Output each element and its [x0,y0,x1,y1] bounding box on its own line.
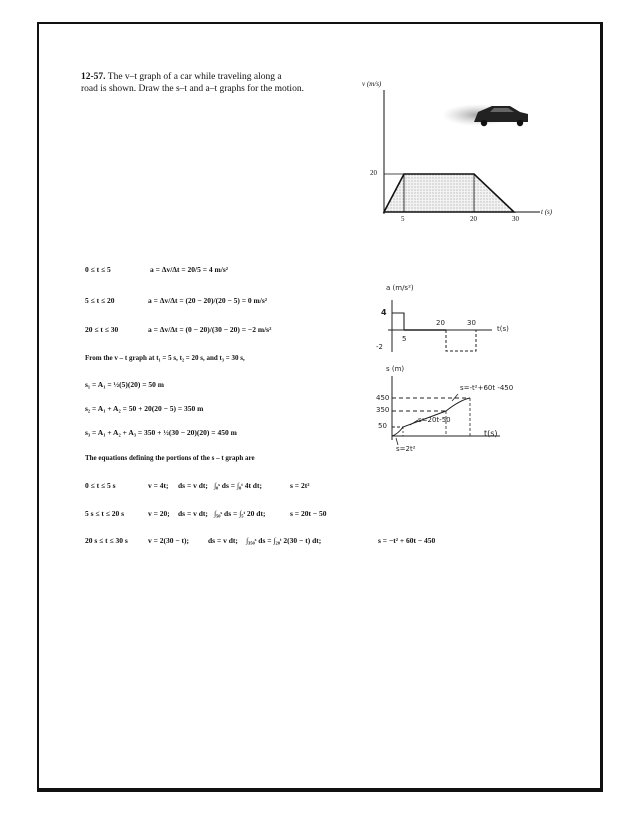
at-xlabel: t(s) [497,325,509,333]
s1-equation: s₁ = A₁ = ½(5)(20) = 50 m [85,380,164,389]
row3-velocity: v = 2(30 − t); [148,536,190,545]
row3-integral: ∫₃₅₀ˢ ds = ∫₂₀ᵗ 2(30 − t) dt; [246,536,322,545]
at-ytick-neg2: -2 [376,343,383,351]
row1-integral: ∫₀ˢ ds = ∫₀ᵗ 4t dt; [214,481,262,490]
at-xtick-20: 20 [436,319,445,327]
problem-number: 12-57. [81,72,106,82]
at-ytick-4: 4 [381,308,387,317]
row3-result: s = −t² + 60t − 450 [378,536,436,545]
interval-3-accel: a = Δv/Δt = (0 − 20)/(30 − 20) = −2 m/s² [148,325,272,334]
vt-ylabel: v (m/s) [362,80,382,88]
st-eq-bot: s=2t² [396,445,416,453]
interval-2-accel: a = Δv/Δt = (20 − 20)/(20 − 5) = 0 m/s² [148,296,268,305]
st-eq-top: s=-t²+60t -450 [460,384,514,392]
at-ylabel: a (m/s²) [386,284,414,292]
problem-line-1: The v–t graph of a car while traveling along a [107,72,282,82]
row2-ds: ds = v dt; [178,509,208,518]
row3-ds: ds = v dt; [208,536,238,545]
st-eq-mid: s=20t-50 [418,416,451,424]
vt-ytick-20: 20 [370,169,377,177]
st-eq-arrow-bot [396,438,398,445]
vt-xtick-20: 20 [470,215,477,223]
vt-xlabel: t (s) [541,208,553,216]
s3-equation: s₃ = A₁ + A₂ + A₃ = 350 + ½(30 − 20)(20) = 450 m [85,428,237,437]
row1-velocity: v = 4t; [148,481,169,490]
vt-xtick-5: 5 [401,215,405,223]
row1-range: 0 ≤ t ≤ 5 s [85,481,116,490]
vt-xtick-30: 30 [512,215,519,223]
interval-1-accel: a = Δv/Δt = 20/5 = 4 m/s² [150,265,229,274]
st-eq-arrow-mid [410,420,418,425]
row2-velocity: v = 20; [148,509,170,518]
interval-2-range: 5 ≤ t ≤ 20 [85,296,115,305]
problem-line-2: road is shown. Draw the s–t and a–t graphs for the motion. [81,83,304,94]
st-ytick-450: 450 [376,394,390,402]
row1-result: s = 2t² [290,481,310,490]
st-ytick-350: 350 [376,406,390,414]
at-xtick-5: 5 [402,335,407,343]
interval-1-range: 0 ≤ t ≤ 5 [85,265,111,274]
interval-3-range: 20 ≤ t ≤ 30 [85,325,119,334]
row1-ds: ds = v dt; [178,481,208,490]
equations-intro: The equations defining the portions of the s – t graph are [85,454,255,462]
st-ylabel: s (m) [386,365,405,373]
row2-range: 5 s ≤ t ≤ 20 s [85,509,125,518]
st-ytick-50: 50 [378,422,387,430]
st-xlabel: t(s) [484,429,498,438]
row3-range: 20 s ≤ t ≤ 30 s [85,536,128,545]
row2-result: s = 20t − 50 [290,509,327,518]
from-graph-line: From the v – t graph at t₁ = 5 s, t₂ = 20 s, and t₃ = 30 s, [85,354,245,362]
st-eq-arrow-top [452,394,458,401]
row2-integral: ∫₅₀ˢ ds = ∫₅ᵗ 20 dt; [214,509,266,518]
s2-equation: s₂ = A₁ + A₂ = 50 + 20(20 − 5) = 350 m [85,404,204,413]
at-xtick-30: 30 [467,319,476,327]
